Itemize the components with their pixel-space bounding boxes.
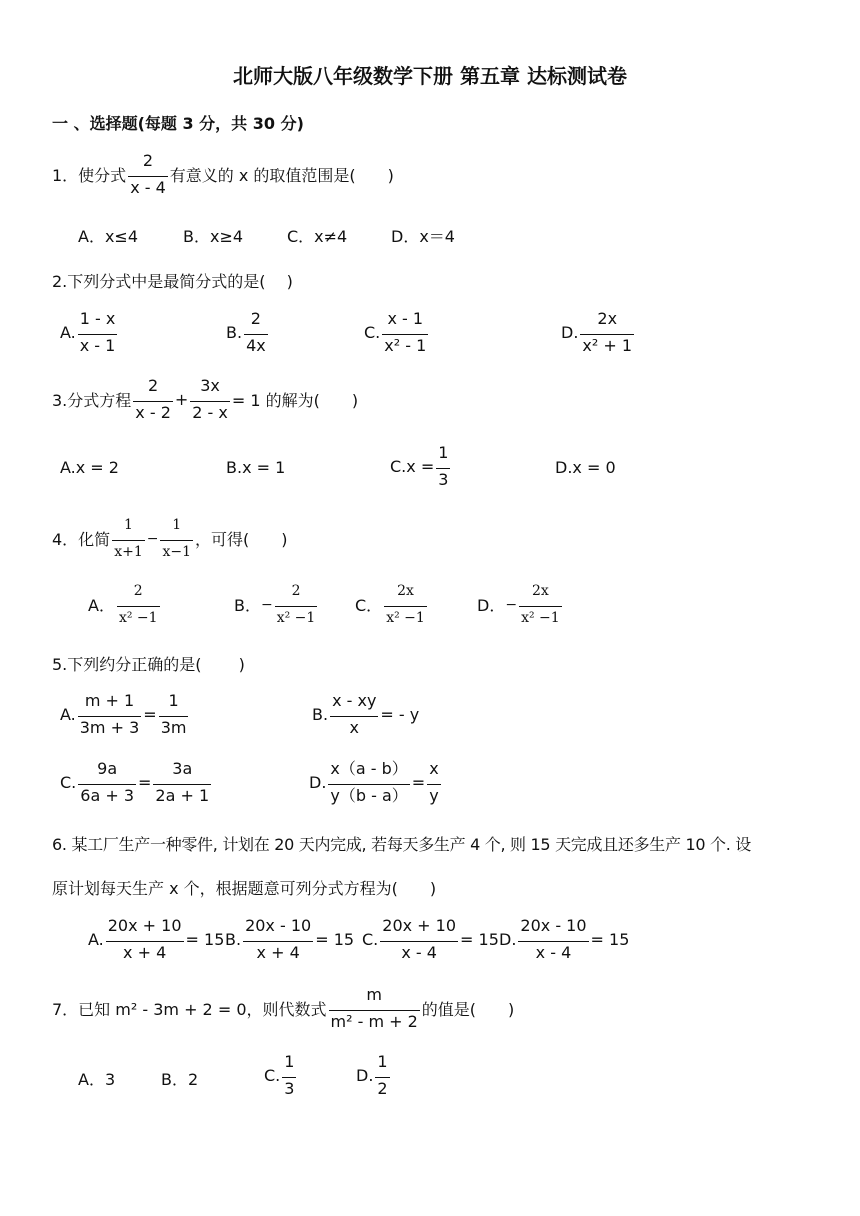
q1-option-b: B．x≥4 — [183, 227, 244, 246]
q6-d-den: x - 4 — [518, 941, 588, 964]
question-1 — [52, 150, 394, 199]
q6-c-rhs: = 15 — [460, 930, 499, 949]
q1-frac-num: 2 — [142, 151, 154, 170]
q7-c-num: 1 — [284, 1052, 295, 1071]
q5-b-n1: x - xy — [332, 691, 377, 710]
q6-d-rhs: = 15 — [590, 930, 630, 949]
q5-a-n2: 1 — [168, 691, 179, 710]
q5-d-d1: y（b - a） — [330, 786, 408, 805]
q6-a-den: x + 4 — [106, 941, 184, 964]
page-title: 北师大版八年级数学下册 第五章 达标测试卷 — [233, 64, 627, 88]
q2-d-num: 2x — [597, 309, 618, 328]
q7-d-num: 1 — [377, 1052, 388, 1071]
q3-frac1-den: x - 2 — [135, 403, 171, 422]
q1-frac-den: x - 4 — [130, 178, 166, 197]
q3-option-d: D.x = 0 — [555, 458, 616, 477]
q1-fraction — [128, 150, 168, 199]
q4-frac1-den: x+1 — [112, 540, 145, 563]
q6-b-den: x + 4 — [243, 941, 313, 964]
q4-c-num: 2x — [397, 583, 414, 599]
q5-c-d1: 6a + 3 — [80, 786, 135, 805]
q5-a-d1: 3m + 3 — [79, 718, 140, 737]
q7-option-a: A．3 — [78, 1070, 116, 1089]
q5-c-d2: 2a + 1 — [155, 786, 210, 805]
q2-b-num: 2 — [250, 309, 261, 328]
q6-option-b — [225, 915, 354, 964]
q4-frac1-num: 1 — [124, 517, 133, 533]
q7-option-c — [264, 1051, 298, 1100]
q3-c-num: 1 — [438, 443, 449, 462]
q4-minus: − — [146, 530, 159, 547]
q4-b-sign: − — [260, 596, 273, 613]
q4-frac2-num: 1 — [172, 517, 182, 533]
q4-d-den: x² −1 — [519, 606, 562, 629]
q7-option-d — [356, 1051, 392, 1100]
q5-d-d2: y — [429, 786, 439, 805]
q7-prefix: 7．已知 m² - 3m + 2 = 0，则代数式 — [52, 1000, 327, 1019]
q5-c-n1: 9a — [97, 759, 118, 778]
q1-option-c: C．x≠4 — [287, 227, 348, 246]
q5-d-n1: x（a - b） — [330, 759, 408, 778]
q7-c-label: C. — [264, 1066, 281, 1085]
q4-option-b — [234, 580, 319, 629]
question-6-line2: 原计划每天生产 x 个，根据题意可列分式方程为( ) — [52, 879, 437, 898]
q5-d-label: D. — [309, 773, 327, 792]
q5-option-c — [60, 758, 213, 807]
q3-option-c — [390, 442, 452, 491]
q6-c-den: x - 4 — [380, 941, 458, 964]
q4-a-den: x² −1 — [117, 606, 160, 629]
q3-frac1-num: 2 — [147, 376, 159, 395]
q3-prefix: 3.分式方程 — [52, 391, 132, 410]
q3-frac2-den: 2 - x — [192, 403, 228, 422]
q6-option-c — [362, 915, 499, 964]
q2-option-b — [226, 308, 270, 357]
q6-option-d — [499, 915, 629, 964]
q5-d-eq: = — [411, 773, 426, 792]
q2-option-a — [60, 308, 119, 357]
q6-b-label: B. — [225, 930, 242, 949]
q4-a-label: A． — [88, 596, 115, 615]
q7-d-label: D. — [356, 1066, 374, 1085]
q6-a-rhs: = 15 — [185, 930, 225, 949]
question-2: 2.下列分式中是最简分式的是( ) — [52, 272, 293, 291]
q6-b-rhs: = 15 — [315, 930, 355, 949]
q4-frac2-den: x−1 — [160, 540, 193, 563]
q3-plus: + — [174, 390, 189, 409]
q4-option-c — [355, 580, 429, 629]
q5-c-n2: 3a — [172, 759, 193, 778]
q2-d-den: x² + 1 — [582, 336, 633, 355]
q4-b-den: x² −1 — [275, 606, 318, 629]
question-7 — [52, 984, 514, 1033]
q4-prefix: 4．化简 — [52, 530, 111, 549]
q5-b-d1: x — [330, 716, 378, 739]
question-4 — [52, 514, 288, 563]
q4-option-a — [88, 580, 162, 629]
q5-b-rhs: = - y — [380, 705, 420, 724]
q4-option-d — [477, 580, 564, 629]
q6-option-a — [88, 915, 224, 964]
q5-b-label: B. — [312, 705, 329, 724]
q4-b-num: 2 — [291, 583, 301, 599]
q7-suffix: 的值是( ) — [421, 1000, 515, 1019]
q6-a-num: 20x + 10 — [107, 916, 182, 935]
q4-suffix: ，可得( ) — [195, 530, 288, 549]
q4-c-den: x² −1 — [384, 606, 427, 629]
q2-b-den: 4x — [246, 336, 266, 355]
q3-option-b: B.x = 1 — [226, 458, 286, 477]
q1-option-d: D．x＝4 — [391, 227, 455, 246]
q2-b-label: B. — [226, 323, 243, 342]
q4-b-label: B． — [234, 596, 261, 615]
q4-c-label: C． — [355, 596, 383, 615]
q5-a-label: A. — [60, 705, 76, 724]
q3-frac2-num: 3x — [200, 376, 220, 395]
q2-c-num: x - 1 — [387, 309, 424, 328]
q5-c-eq: = — [138, 773, 152, 792]
q4-d-sign: − — [505, 596, 518, 613]
q7-d-den: 2 — [377, 1079, 388, 1098]
q6-b-num: 20x - 10 — [245, 916, 312, 935]
q5-a-n1: m + 1 — [84, 691, 135, 710]
question-5: 5.下列约分正确的是( ) — [52, 655, 245, 674]
q2-option-d — [561, 308, 636, 357]
q5-option-a — [60, 690, 190, 739]
q5-c-label: C. — [60, 773, 77, 792]
section-heading: 一 、选择题(每题 3 分，共 30 分) — [52, 114, 304, 133]
q4-a-num: 2 — [133, 583, 143, 599]
q7-option-b: B．2 — [161, 1070, 199, 1089]
q3-c-label: C.x = — [390, 457, 435, 476]
q5-a-eq: = — [143, 705, 157, 724]
q5-option-b — [312, 690, 419, 739]
q1-prefix: 1．使分式 — [52, 166, 127, 185]
q6-c-num: 20x + 10 — [382, 916, 457, 935]
q6-d-label: D. — [499, 930, 517, 949]
q3-c-den: 3 — [438, 470, 449, 489]
q5-a-d2: 3m — [160, 718, 187, 737]
q7-frac-num: m — [366, 985, 382, 1004]
q3-option-a: A.x = 2 — [60, 458, 119, 477]
q4-d-label: D． — [477, 596, 506, 615]
q2-c-den: x² - 1 — [384, 336, 427, 355]
question-3 — [52, 375, 358, 424]
q3-suffix: = 1 的解为( ) — [231, 391, 359, 410]
question-6-line1: 6. 某工厂生产一种零件, 计划在 20 天内完成, 若每天多生产 4 个, 则 15 天完成且还多生产 10 个. 设 — [52, 835, 751, 854]
q1-suffix: 有意义的 x 的取值范围是( ) — [169, 166, 394, 185]
q7-c-den: 3 — [284, 1079, 295, 1098]
q2-d-label: D. — [561, 323, 579, 342]
q1-option-a: A．x≤4 — [78, 227, 139, 246]
q6-d-num: 20x - 10 — [520, 916, 587, 935]
q2-option-c — [364, 308, 430, 357]
q5-option-d — [309, 758, 443, 807]
q2-a-den: x - 1 — [79, 336, 116, 355]
q6-c-label: C. — [362, 930, 379, 949]
q6-a-label: A. — [88, 930, 104, 949]
q5-d-n2: x — [429, 759, 439, 778]
q7-frac-den: m² - m + 2 — [330, 1012, 418, 1031]
q2-a-num: 1 - x — [79, 309, 116, 328]
q4-d-num: 2x — [531, 583, 549, 599]
q2-c-label: C. — [364, 323, 381, 342]
q2-a-label: A. — [60, 323, 76, 342]
